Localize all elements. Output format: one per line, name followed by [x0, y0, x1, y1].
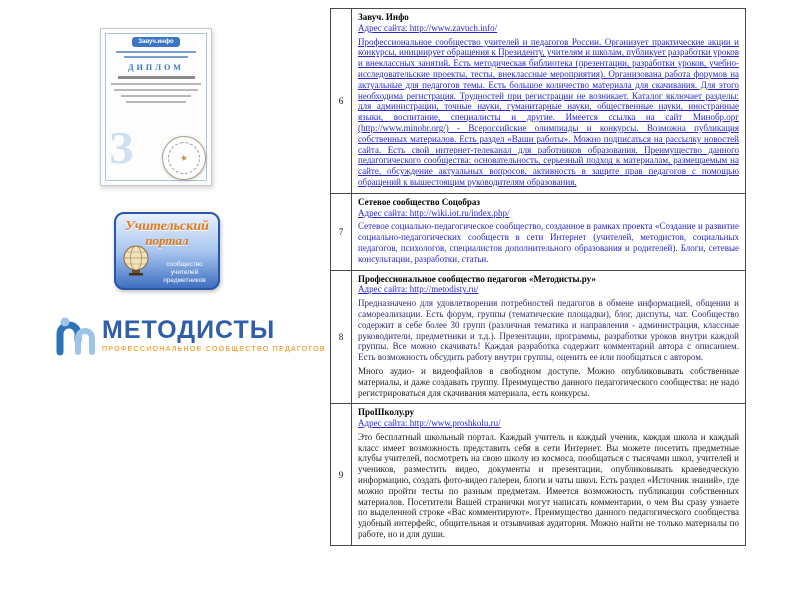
- site-address-label: Адрес сайта:: [358, 418, 410, 429]
- row-number: 6: [331, 9, 352, 193]
- diploma-text-line: [126, 101, 187, 103]
- site-address-link[interactable]: http://wiki.iot.ru/index.php/: [409, 207, 510, 218]
- site-address-line: [358, 418, 739, 429]
- diploma-seal-star-icon: ★: [165, 139, 203, 177]
- zavuch-logo-badge: Завуч.инфо: [132, 37, 179, 47]
- site-address-label: Адрес сайта:: [358, 284, 410, 295]
- row-content: [352, 9, 745, 193]
- globe-icon: [121, 244, 153, 278]
- diploma-text-line: [114, 89, 198, 91]
- diploma-text-line: [124, 56, 188, 58]
- communities-table: [330, 8, 746, 546]
- community-description: Это бесплатный школьный портал. Каждый учитель и каждый ученик, каждая школа и каждый класс имеет возможность представить себя в сети Интернет. Вы можете посетить предметные клубы учителей, посмотреть на свою школу из космоса, пообщаться с тысячами школ, учителей и учеников, разместить видео, документы и презентации, опубликовывать краеведческую информацию, создать фото-видео галереи, блоги и чаты школ. Есть раздел «Источник знаний», где можно пройти тесты по разным предметам. Имеется возможность публикации собственных материалов. Посетители Вашей странички могут написать комментарии, о чем Вы сразу узнаете по выделенной строке «Вас комментируют». Преимущество данного педагогического сообщества удобный интерфейс, общительная и отзывчивая аудитория. Можно найти не только материалы по работе, но и для души.: [358, 431, 739, 540]
- uchitelsky-portal-logo: [114, 212, 220, 290]
- site-address-link[interactable]: http://www.proshkolu.ru/: [409, 418, 501, 429]
- site-address-label: Адрес сайта:: [358, 22, 410, 33]
- site-address-line: [358, 23, 739, 34]
- community-description: Много аудио- и видеофайлов в свободном доступе. Можно опубликовывать собственные материалы, и даже создавать группу. Преимущество данного педагогического сообщества: не надо регистрироваться для скачивания материала, есть конкурсы.: [358, 365, 739, 398]
- community-description[interactable]: Профессиональное сообщество учителей и педагогов России. Организует практические акции и конкурсы, инициирует обращения к Президенту, учителям и школам, публикует разработки уроков и внеклассных занятий. Есть методическая библиотека (презентации, разработки уроков, учебно-исследовательские проекты, тесты, внеклассные мероприятия). Организована работа форумов на актуальные для педагогов темы. Есть большое количество материала для скачивания. Для этого необходима регистрация. Трудностей при регистрации не возникает. Каталог включает разделы: для администрации, точные науки, гуманитарные науки, общественные науки, иностранные языки, воспитание, специалисты и другие. Имеется ссылка на сайт Минобр.орг (http://www.minobr.org/) - Всероссийские олимпиады и конкурсы. Возможна публикация собственных материалов. Есть раздел «Ваши работы». Можно подписаться на рассылку новостей сайта. Есть свой интернет-телеканал для работников образования. Преимущество данного педагогического сообщества: основательность, серьезный подход к материалам, размещаемым на сайте, обсуждение актуальных вопросов, активность в защите прав педагогов с помощью обращений к вышестоящим руководителям образования.: [358, 36, 739, 187]
- row-content: [352, 404, 745, 545]
- metodisty-mark-icon: [52, 312, 98, 358]
- site-address-line: [358, 208, 739, 219]
- row-content: [352, 194, 745, 270]
- community-title: Завуч. Инфо: [358, 12, 409, 22]
- site-address-link[interactable]: http://www.zavuch.info/: [409, 22, 498, 33]
- row-content: [352, 271, 745, 404]
- uchitelsky-portal-title-line1: Учительский: [125, 219, 209, 234]
- uchitelsky-portal-title-line2: портал: [145, 233, 189, 248]
- diploma-text-line: [116, 51, 195, 53]
- row-number: 9: [331, 404, 352, 545]
- diploma-text-line: [121, 95, 191, 97]
- community-description: Предназначено для удовлетворения потребностей педагогов в обмене информацией, общении и самореализации. Есть форум, группы (тематические площадки), блог, диспуты, чат. Сообщество содержит в себе более 30 групп (различная тематика и направления - администрация, классные руководители, предметники и т.д.). Презентации, программы, разработки уроков внутри каждой группы. Все можно скачивать! Каждая разработка содержит комментарий автора с описанием. Есть возможность обсудить работу внутри группы, оценить ее или пообщаться с автором.: [358, 298, 739, 363]
- diploma-text-line: [111, 83, 201, 85]
- zavuch-diploma-image: [100, 28, 212, 186]
- community-description: Сетевое социально-педагогическое сообщество, созданное в рамках проекта «Создание и развитие социально-педагогических сообществ в сети Интернет (учителей, методистов, социальных педагогов, психологов, специалистов дополнительного образования и родителей). Блоги, сетевые консультации, разработки, статьи.: [358, 221, 739, 264]
- site-address-line: [358, 284, 739, 295]
- community-title: ПроШколу.ру: [358, 407, 415, 418]
- table-row-metodisty: [331, 271, 745, 405]
- table-row-zavuch: [331, 9, 745, 194]
- diploma-seal-icon: [158, 132, 210, 184]
- row-number: 8: [331, 271, 352, 404]
- site-address-label: Адрес сайта:: [358, 207, 410, 218]
- metodisty-subtitle: ПРОФЕССИОНАЛЬНОЕ СООБЩЕСТВО ПЕДАГОГОВ: [102, 345, 326, 353]
- uchitelsky-portal-subtitle: сообщество учителей предметников: [163, 260, 206, 284]
- zavuch-watermark-letter: З: [109, 122, 134, 173]
- uchitelsky-portal-title: [116, 220, 218, 247]
- diploma-name-line: [118, 76, 195, 79]
- site-address-link[interactable]: http://metodisty.ru/: [409, 284, 479, 295]
- table-row-proshkolu: [331, 404, 745, 545]
- table-row-socobraz: [331, 194, 745, 271]
- community-title: Профессиональное сообщество педагогов «Методисты.ру»: [358, 273, 596, 284]
- metodisty-title: МЕТОДИСТЫ: [102, 315, 276, 344]
- row-number: 7: [331, 194, 352, 270]
- metodisty-logo: [52, 308, 326, 362]
- community-title: Сетевое сообщество Соцобраз: [358, 196, 481, 207]
- diploma-title: ДИПЛОМ: [128, 63, 184, 72]
